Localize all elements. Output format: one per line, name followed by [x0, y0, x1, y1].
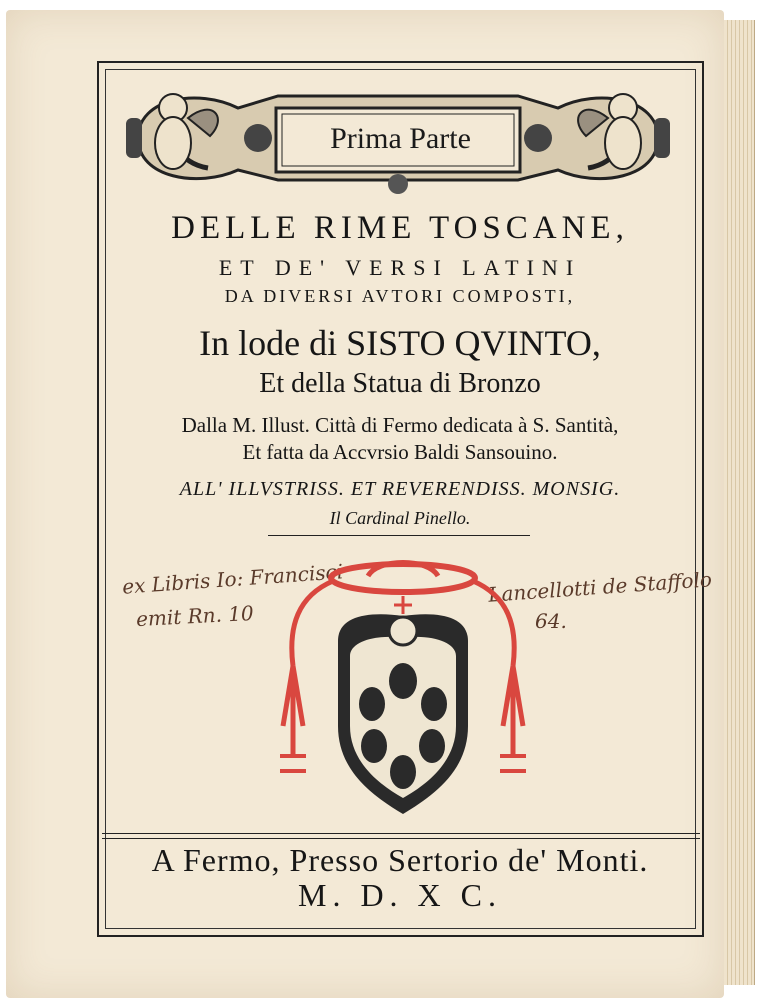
imprint-rule-top — [102, 833, 700, 834]
title-line-6: Dalla M. Illust. Città di Fermo dedicata à S. Santità, — [181, 413, 619, 437]
imprint-rule-bottom — [102, 838, 700, 839]
title-line-4: In lode di SISTO QVINTO, — [199, 323, 601, 363]
coat-of-arms — [268, 556, 538, 821]
handwritten-note-2: emit Rn. 10 — [135, 600, 255, 632]
title-line-5: Et della Statua di Bronzo — [259, 368, 541, 399]
dedication-line-1: ALL' ILLVSTRISS. ET REVERENDISS. MONSIG. — [179, 478, 621, 500]
title-line-3: DA DIVERSI AVTORI COMPOSTI, — [224, 286, 576, 306]
title-line-2: ET DE' VERSI LATINI — [218, 255, 582, 280]
cardinal-hat-arms-icon — [268, 556, 538, 821]
publication-year: M. D. X C. — [297, 877, 502, 913]
title-line-1: DELLE RIME TOSCANE, — [171, 210, 629, 246]
imprint-line: A Fermo, Presso Sertorio de' Monti. — [151, 842, 649, 878]
dedication-rule — [268, 535, 530, 536]
cartouche-label: Prima Parte — [330, 122, 471, 155]
handwritten-note-3: Lancellotti de Staffolo — [487, 567, 713, 607]
handwritten-note-4: 64. — [535, 609, 567, 633]
title-line-7: Et fatta da Accvrsio Baldi Sansouino. — [242, 440, 558, 464]
dedication-line-2: Il Cardinal Pinello. — [329, 508, 471, 528]
handwritten-note-1: ex Libris Io: Francisci — [121, 559, 344, 599]
book-page-edges — [720, 20, 755, 985]
